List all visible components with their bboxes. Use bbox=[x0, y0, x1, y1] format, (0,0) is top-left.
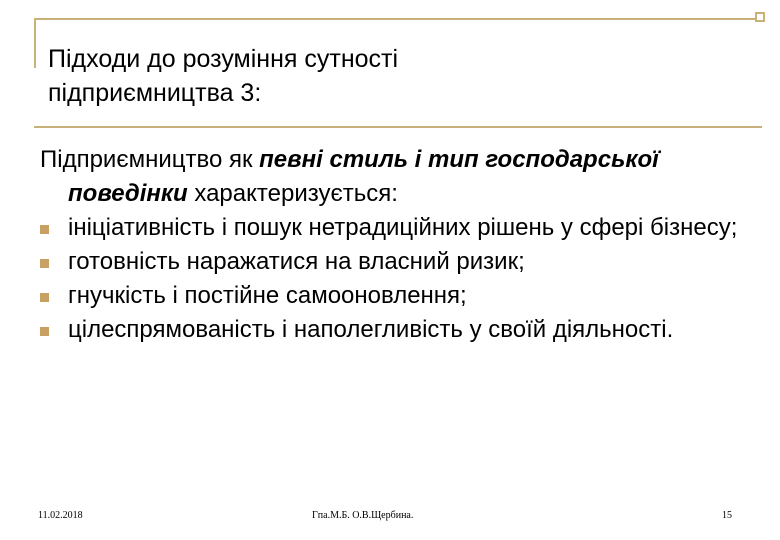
square-bullet-icon bbox=[40, 327, 49, 336]
list-item-text: ініціативність і пошук нетрадиційних рішень у сфері бізнесу; bbox=[68, 214, 738, 241]
footer-page-number: 15 bbox=[722, 510, 732, 521]
intro-paragraph bbox=[40, 143, 740, 211]
slide-title bbox=[48, 42, 748, 110]
list-item-text: готовність наражатися на власний ризик; bbox=[68, 248, 525, 275]
list-item bbox=[40, 279, 740, 313]
slide-body bbox=[40, 143, 740, 347]
title-divider bbox=[34, 126, 762, 128]
list-item-text: гнучкість і постійне самооновлення; bbox=[68, 282, 467, 309]
list-item bbox=[40, 245, 740, 279]
slide-title-line-2: підприємництва 3: bbox=[48, 79, 262, 107]
intro-text-before: Підприємництво як bbox=[40, 146, 260, 173]
intro-text-after: характеризується: bbox=[187, 180, 398, 207]
intro-emphasis: певні стиль і тип господарської поведінки bbox=[68, 146, 659, 207]
footer-author: Гпа.М.Б. О.В.Щербина. bbox=[312, 510, 414, 521]
frame-left-line bbox=[34, 18, 36, 68]
list-item bbox=[40, 211, 740, 245]
list-item bbox=[40, 313, 740, 347]
list-item-text: цілеспрямованість і наполегливість у своїй діяльності. bbox=[68, 316, 674, 343]
square-bullet-icon bbox=[40, 225, 49, 234]
square-bullet-icon bbox=[40, 293, 49, 302]
frame-top-line bbox=[34, 18, 762, 20]
frame-corner-square bbox=[755, 12, 765, 22]
bullet-list bbox=[40, 211, 740, 347]
slide-title-line-1: Підходи до розуміння сутності bbox=[48, 45, 399, 73]
square-bullet-icon bbox=[40, 259, 49, 268]
footer-date: 11.02.2018 bbox=[38, 510, 83, 521]
